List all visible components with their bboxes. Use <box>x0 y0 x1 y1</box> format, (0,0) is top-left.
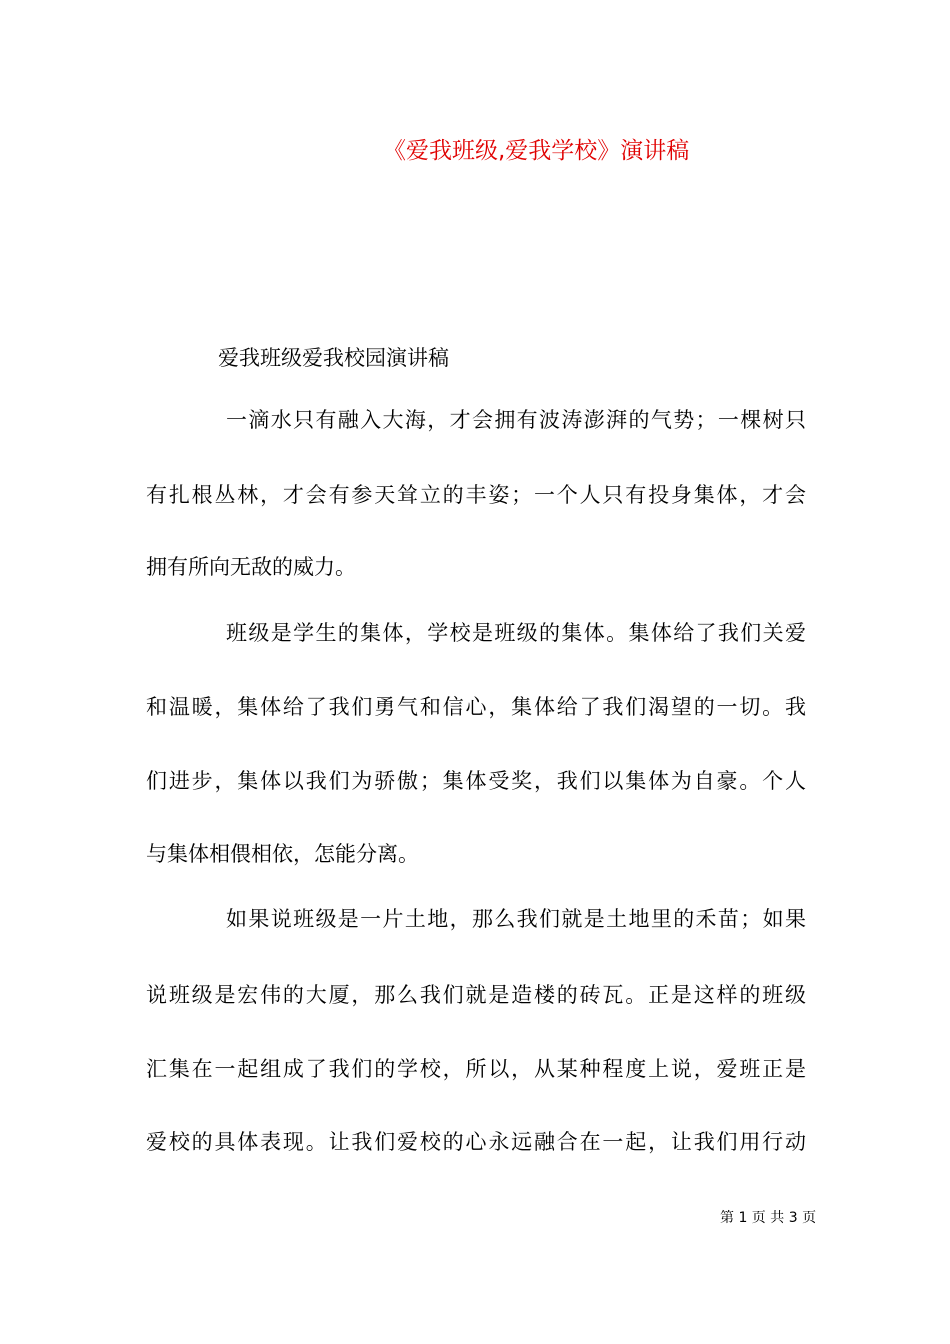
document-subtitle: 爱我班级爱我校园演讲稿 <box>218 346 449 370</box>
paragraph-line: 一滴水只有融入大海，才会拥有波涛澎湃的气势；一棵树只 <box>226 408 806 432</box>
paragraph-line: 如果说班级是一片土地，那么我们就是土地里的禾苗；如果 <box>226 907 806 931</box>
paragraph-line: 说班级是宏伟的大厦，那么我们就是造楼的砖瓦。正是这样的班级 <box>146 983 806 1007</box>
document-title: 《爱我班级,爱我学校》演讲稿 <box>383 138 690 164</box>
paragraph-line: 汇集在一起组成了我们的学校，所以，从某种程度上说，爱班正是 <box>146 1057 806 1081</box>
paragraph-line: 和温暖，集体给了我们勇气和信心，集体给了我们渴望的一切。我 <box>146 695 806 719</box>
paragraph-line: 班级是学生的集体，学校是班级的集体。集体给了我们关爱 <box>226 621 806 645</box>
paragraph-line: 拥有所向无敌的威力。 <box>146 555 356 579</box>
paragraph-line: 们进步，集体以我们为骄傲；集体受奖，我们以集体为自豪。个人 <box>146 769 806 793</box>
paragraph-line: 有扎根丛林，才会有参天耸立的丰姿；一个人只有投身集体，才会 <box>146 483 806 507</box>
paragraph-line: 爱校的具体表现。让我们爱校的心永远融合在一起，让我们用行动 <box>146 1130 806 1154</box>
page-number-footer: 第 1 页 共 3 页 <box>720 1210 817 1226</box>
paragraph-line: 与集体相偎相依，怎能分离。 <box>146 842 419 866</box>
